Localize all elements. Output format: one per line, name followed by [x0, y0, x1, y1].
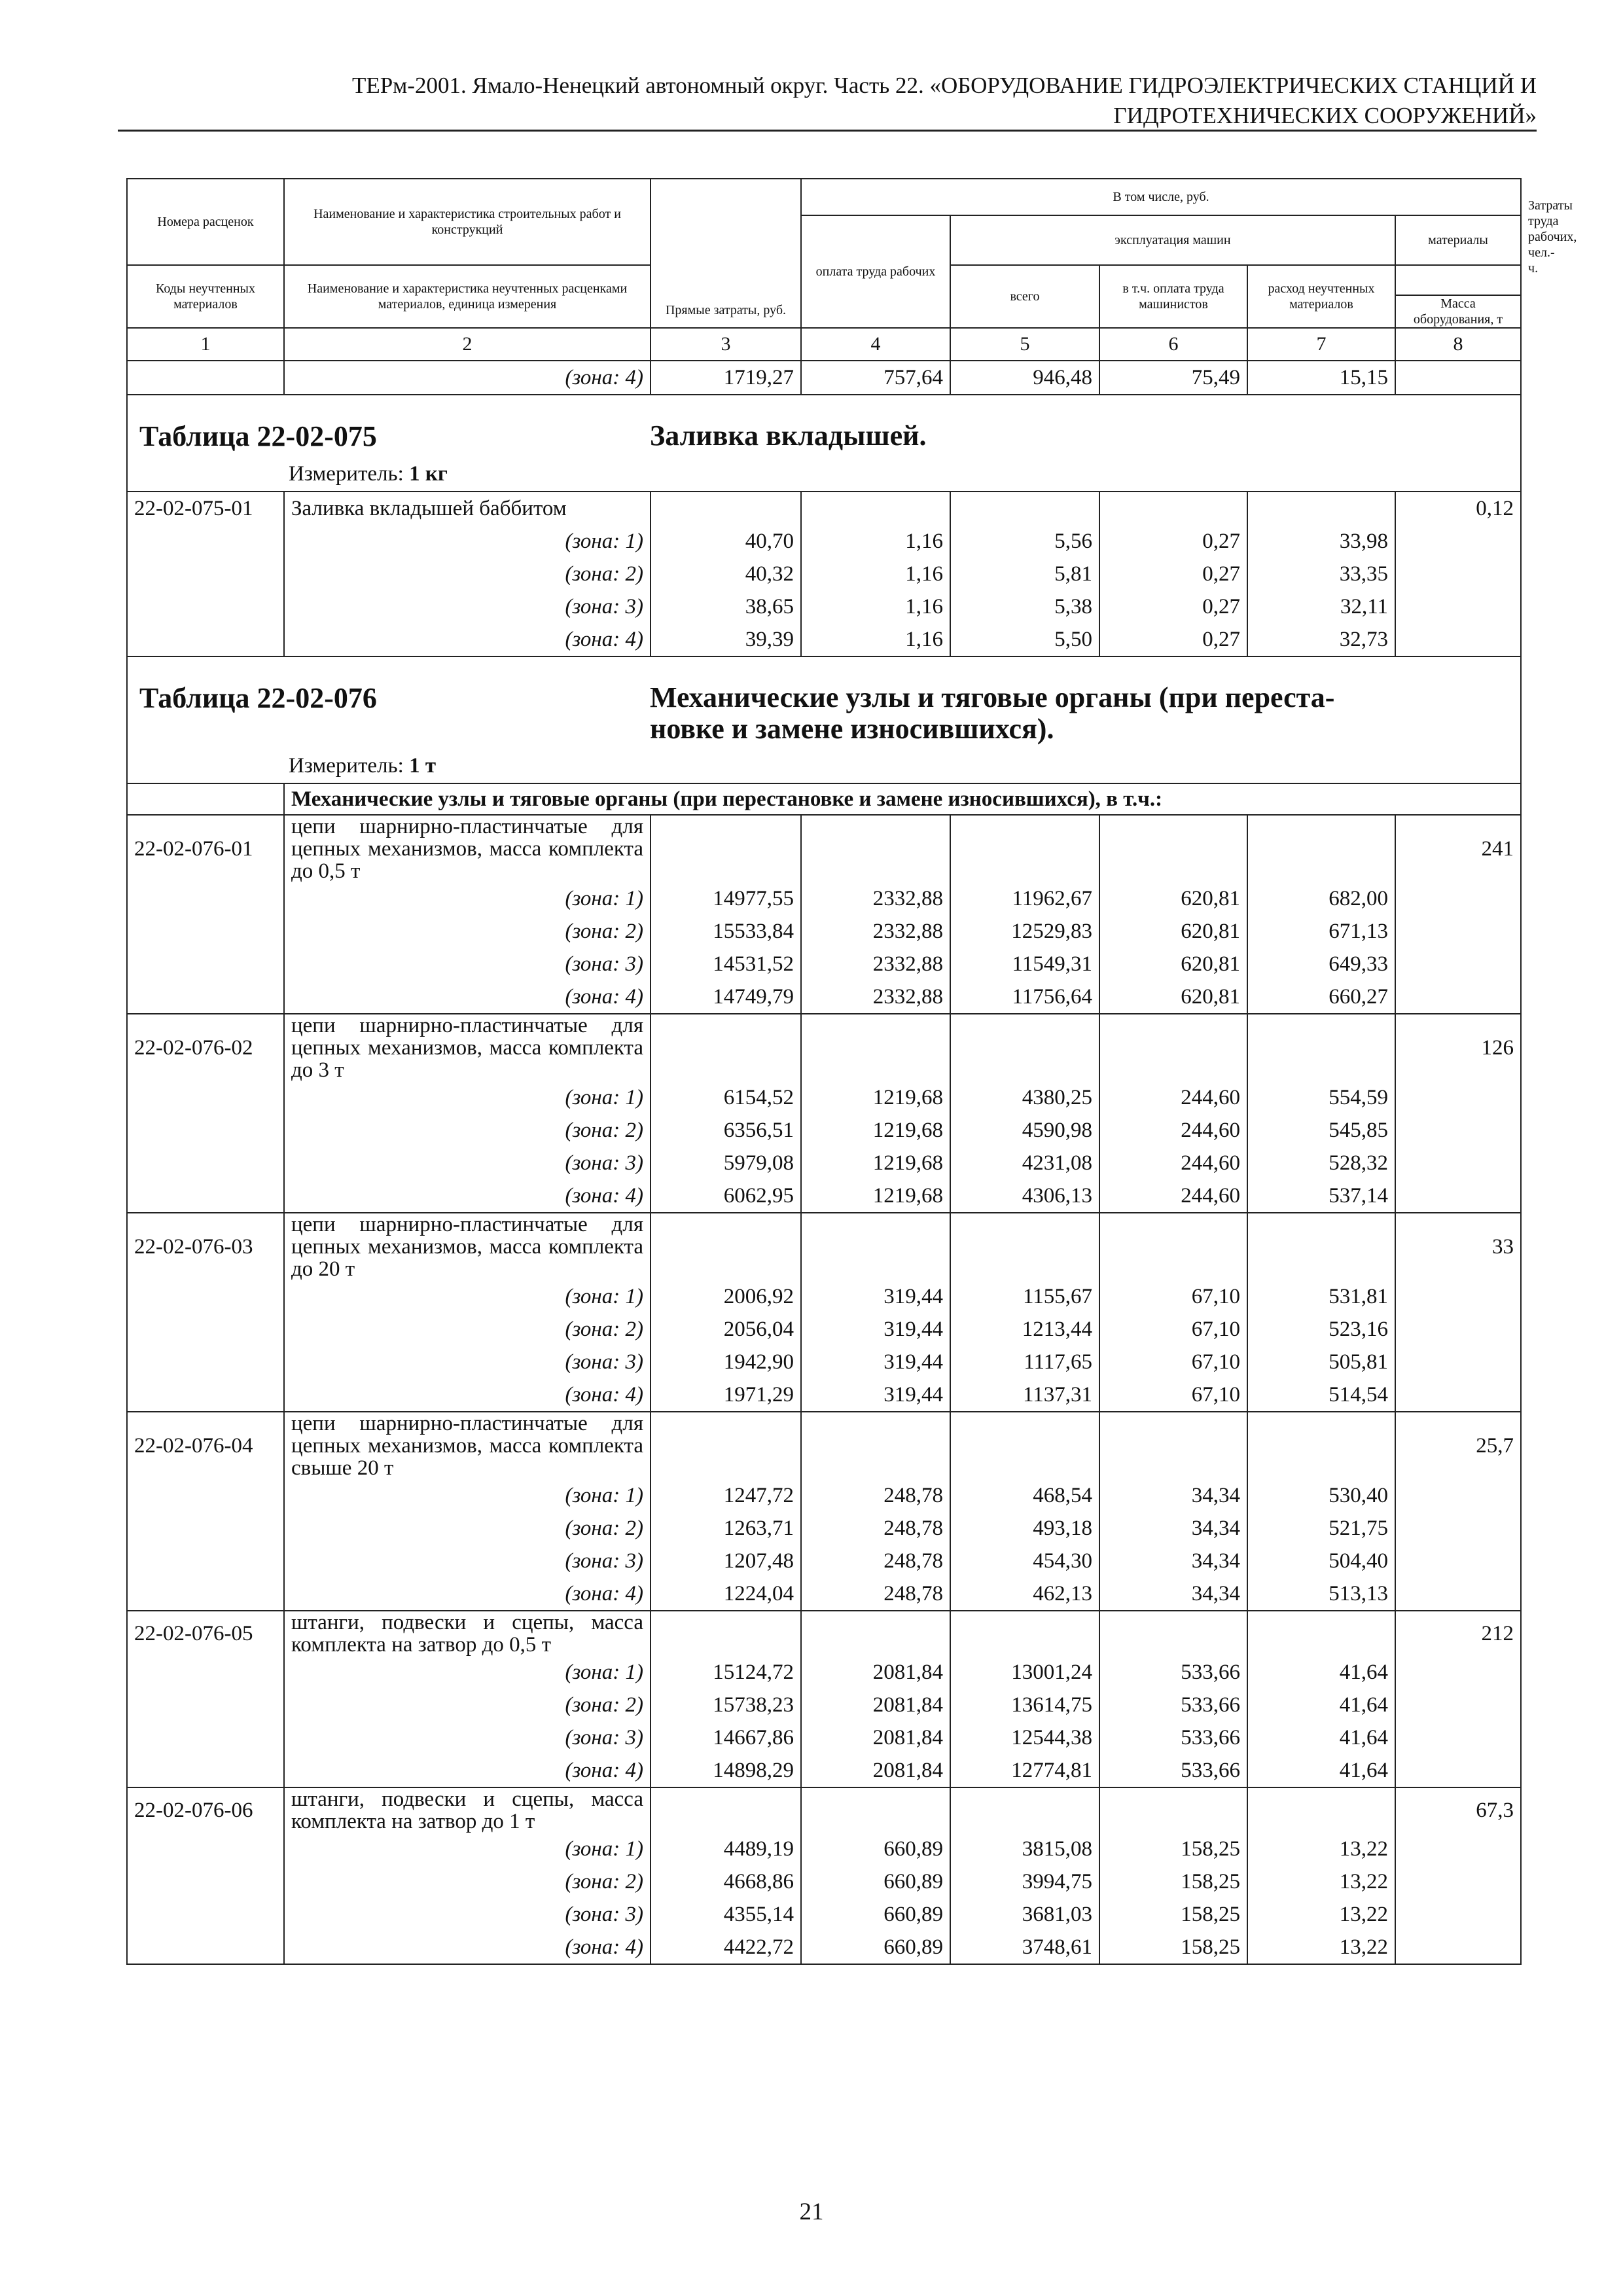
- table-row: [127, 1577, 1521, 1611]
- measure-unit: [128, 453, 1520, 491]
- direct-cost-value: 4489,19: [651, 1833, 801, 1865]
- table-row: [127, 558, 1521, 590]
- table-row: [127, 1147, 1521, 1179]
- materials-value: 513,13: [1247, 1577, 1395, 1611]
- zone-label: (зона: 1): [284, 1280, 651, 1313]
- machines-pay-value: 620,81: [1099, 980, 1247, 1014]
- table-row: [127, 1114, 1521, 1147]
- column-number: 2: [284, 328, 651, 361]
- zone-label: (зона: 4): [284, 1931, 651, 1964]
- machines-total-value: 12774,81: [950, 1754, 1099, 1787]
- materials-value: 682,00: [1247, 882, 1395, 915]
- header-codes-bottom: Коды неучтенных материалов: [127, 265, 284, 328]
- machines-total-value: 5,81: [950, 558, 1099, 590]
- column-number: 6: [1099, 328, 1247, 361]
- header-materials: материалы: [1395, 215, 1521, 265]
- machines-pay-value: 244,60: [1099, 1114, 1247, 1147]
- column-number: 1: [127, 328, 284, 361]
- machines-pay-value: 34,34: [1099, 1577, 1247, 1611]
- labor-pay-value: 660,89: [801, 1865, 950, 1898]
- machines-pay-value: 533,66: [1099, 1754, 1247, 1787]
- table-label: Таблица 22-02-075: [139, 420, 377, 452]
- table-row: [127, 1479, 1521, 1512]
- header-name-bottom: Наименование и характеристика неучтенных расценками материалов, единица измерения: [284, 265, 651, 328]
- machines-total-value: 12544,38: [950, 1721, 1099, 1754]
- materials-value: 41,64: [1247, 1754, 1395, 1787]
- machines-pay-value: 533,66: [1099, 1656, 1247, 1689]
- labor-pay-value: 319,44: [801, 1346, 950, 1378]
- labor-cost-value: 126: [1395, 1014, 1521, 1081]
- direct-cost-value: 2056,04: [651, 1313, 801, 1346]
- machines-total-value: 11962,67: [950, 882, 1099, 915]
- rates-table: [126, 178, 1577, 1965]
- materials-value: 537,14: [1247, 1179, 1395, 1213]
- rate-name: штанги, подвески и сцепы, масса комплекта на затвор до 0,5 т: [284, 1611, 651, 1656]
- rate-name: цепи шарнирно-пластинчатые для цепных механизмов, масса комплекта до 0,5 т: [284, 815, 651, 882]
- rate-name: цепи шарнирно-пластинчатые для цепных механизмов, масса комплекта до 20 т: [284, 1213, 651, 1280]
- table-row: [127, 815, 1521, 882]
- labor-pay-value: 660,89: [801, 1833, 950, 1865]
- machines-total-value: 12529,83: [950, 915, 1099, 948]
- labor-cost-value: 33: [1395, 1213, 1521, 1280]
- direct-cost-value: 40,32: [651, 558, 801, 590]
- table-row: [127, 1898, 1521, 1931]
- measure-unit: [128, 745, 1520, 783]
- machines-pay-value: 158,25: [1099, 1931, 1247, 1964]
- labor-cost-value: 0,12: [1395, 492, 1521, 525]
- header-including: В том числе, руб.: [801, 179, 1521, 215]
- zone-label: (зона: 3): [284, 1346, 651, 1378]
- machines-pay-value: 67,10: [1099, 1346, 1247, 1378]
- machines-pay-value: 34,34: [1099, 1479, 1247, 1512]
- column-number: 8: [1395, 328, 1521, 361]
- table-row: [127, 1689, 1521, 1721]
- machines-pay-value: 0,27: [1099, 558, 1247, 590]
- direct-cost-value: 14749,79: [651, 980, 801, 1014]
- labor-pay-value: 2081,84: [801, 1721, 950, 1754]
- machines-total-value: 5,38: [950, 590, 1099, 623]
- table-row: [127, 1865, 1521, 1898]
- machines-total-value: 4590,98: [950, 1114, 1099, 1147]
- machines-pay-value: 67,10: [1099, 1378, 1247, 1412]
- machines-pay-value: 620,81: [1099, 882, 1247, 915]
- table-075-rows: [127, 492, 1521, 656]
- direct-cost-value: 38,65: [651, 590, 801, 623]
- header-divider: [118, 130, 1537, 132]
- labor-pay-value: 1,16: [801, 525, 950, 558]
- machines-total-value: 1117,65: [950, 1346, 1099, 1378]
- machines-total-value: 1213,44: [950, 1313, 1099, 1346]
- table-row: [127, 1346, 1521, 1378]
- table-076-rows: [127, 815, 1521, 1964]
- direct-cost-value: 1247,72: [651, 1479, 801, 1512]
- table-row: [127, 948, 1521, 980]
- machines-pay-value: 34,34: [1099, 1545, 1247, 1577]
- materials-value: 41,64: [1247, 1656, 1395, 1689]
- table-row: [127, 980, 1521, 1014]
- machines-total-value: 13001,24: [950, 1656, 1099, 1689]
- materials-value: 13,22: [1247, 1865, 1395, 1898]
- rate-code: 22-02-076-06: [127, 1787, 284, 1833]
- table-row: [127, 1787, 1521, 1833]
- labor-pay-value: 1219,68: [801, 1179, 950, 1213]
- labor-cost-value: 67,3: [1395, 1787, 1521, 1833]
- direct-cost-value: 2006,92: [651, 1280, 801, 1313]
- table-row: [127, 1014, 1521, 1081]
- rate-code: 22-02-075-01: [127, 492, 284, 525]
- machines-pay-value: 0,27: [1099, 623, 1247, 656]
- labor-pay-value: 2081,84: [801, 1689, 950, 1721]
- header-labor-pay: оплата труда рабочих: [801, 215, 950, 328]
- labor-pay-value: 319,44: [801, 1313, 950, 1346]
- machines-pay-value: 34,34: [1099, 1512, 1247, 1545]
- zone-label: (зона: 2): [284, 915, 651, 948]
- zone-label: (зона: 3): [284, 590, 651, 623]
- machines-total-value: 493,18: [950, 1512, 1099, 1545]
- header-line-2: ГИДРОТЕХНИЧЕСКИХ СООРУЖЕНИЙ»: [1113, 103, 1537, 128]
- table-row: [127, 1754, 1521, 1787]
- materials-value: 505,81: [1247, 1346, 1395, 1378]
- header-machines-total: всего: [950, 265, 1099, 328]
- direct-cost-value: 14898,29: [651, 1754, 801, 1787]
- materials-value: 554,59: [1247, 1081, 1395, 1114]
- rate-code: 22-02-076-04: [127, 1412, 284, 1479]
- column-number: 3: [651, 328, 801, 361]
- materials-value: 660,27: [1247, 980, 1395, 1014]
- labor-cost-value: 212: [1395, 1611, 1521, 1656]
- table-075-heading: [127, 395, 1521, 492]
- zone-label: (зона: 3): [284, 1898, 651, 1931]
- zone-label: (зона: 4): [284, 1378, 651, 1412]
- zone-label: (зона: 3): [284, 948, 651, 980]
- zone-label: (зона: 4): [284, 361, 651, 395]
- table-row: [127, 1280, 1521, 1313]
- table-row: [127, 1378, 1521, 1412]
- zone-label: (зона: 4): [284, 980, 651, 1014]
- materials-value: 528,32: [1247, 1147, 1395, 1179]
- labor-cost-value: 25,7: [1395, 1412, 1521, 1479]
- page-header: [118, 71, 1537, 131]
- materials-value: 41,64: [1247, 1721, 1395, 1754]
- rate-name: Заливка вкладышей баббитом: [284, 492, 651, 525]
- machines-total-value: 11756,64: [950, 980, 1099, 1014]
- table-row: [127, 1611, 1521, 1656]
- table-row: [127, 1081, 1521, 1114]
- direct-cost-value: 15533,84: [651, 915, 801, 948]
- column-numbers-row: [127, 328, 1521, 361]
- table-label: Таблица 22-02-076: [139, 682, 377, 714]
- zone-label: (зона: 2): [284, 1689, 651, 1721]
- measure-label: Измеритель:: [289, 754, 404, 778]
- materials-value: 514,54: [1247, 1378, 1395, 1412]
- direct-cost-value: 1207,48: [651, 1545, 801, 1577]
- header-equip-mass: Масса оборудования, т: [1395, 295, 1521, 328]
- labor-pay-value: 2332,88: [801, 948, 950, 980]
- machines-total-value: 3815,08: [950, 1833, 1099, 1865]
- machines-total-value: 4306,13: [950, 1179, 1099, 1213]
- table-row: [127, 1656, 1521, 1689]
- machines-total-value: 946,48: [950, 361, 1099, 395]
- column-number: 5: [950, 328, 1099, 361]
- machines-pay-value: 75,49: [1099, 361, 1247, 395]
- zone-label: (зона: 1): [284, 1479, 651, 1512]
- machines-total-value: 1155,67: [950, 1280, 1099, 1313]
- materials-value: 33,35: [1247, 558, 1395, 590]
- materials-value: 41,64: [1247, 1689, 1395, 1721]
- machines-pay-value: 158,25: [1099, 1833, 1247, 1865]
- table-row: [127, 1179, 1521, 1213]
- zone-label: (зона: 4): [284, 1179, 651, 1213]
- zone-label: (зона: 1): [284, 525, 651, 558]
- measure-value: 1 кг: [409, 462, 448, 486]
- machines-total-value: 5,56: [950, 525, 1099, 558]
- materials-value: 545,85: [1247, 1114, 1395, 1147]
- direct-cost-value: 4355,14: [651, 1898, 801, 1931]
- zone-label: (зона: 2): [284, 1313, 651, 1346]
- table-title: [650, 682, 1520, 745]
- machines-total-value: 3681,03: [950, 1898, 1099, 1931]
- labor-pay-value: 2332,88: [801, 882, 950, 915]
- table-row: [127, 623, 1521, 656]
- labor-pay-value: 319,44: [801, 1378, 950, 1412]
- materials-value: 671,13: [1247, 915, 1395, 948]
- header-materials-sub: расход неучтенных материалов: [1247, 265, 1395, 328]
- table-header: Номера расценок Наименование и характеристика строительных работ и конструкций Прямые затраты, руб. В том числе, руб. Затраты труда рабочих, чел.-ч. оплата труда рабочих эксплуатация машин материалы Коды неучтенных материалов Наименование и характеристика неучтенных расценками материалов, единица измерения всего в т.ч. оплата труда машинистов расход неучтенных материалов Масса оборудования, т 1 2 3 4 5 6 7 8: [127, 179, 1521, 361]
- direct-cost-value: 1263,71: [651, 1512, 801, 1545]
- column-number: 7: [1247, 328, 1395, 361]
- machines-pay-value: 244,60: [1099, 1179, 1247, 1213]
- labor-pay-value: 248,78: [801, 1545, 950, 1577]
- materials-value: 32,11: [1247, 590, 1395, 623]
- zone-label: (зона: 2): [284, 1512, 651, 1545]
- table-row: [127, 492, 1521, 525]
- rate-name: штанги, подвески и сцепы, масса комплекта на затвор до 1 т: [284, 1787, 651, 1833]
- rate-code: 22-02-076-03: [127, 1213, 284, 1280]
- rate-code: 22-02-076-05: [127, 1611, 284, 1656]
- machines-pay-value: 158,25: [1099, 1898, 1247, 1931]
- machines-total-value: 454,30: [950, 1545, 1099, 1577]
- machines-total-value: 3748,61: [950, 1931, 1099, 1964]
- materials-value: 33,98: [1247, 525, 1395, 558]
- table-title-line: новке и замене износившихся).: [650, 713, 1054, 745]
- header-machines-pay: в т.ч. оплата труда машинистов: [1099, 265, 1247, 328]
- labor-pay-value: 1,16: [801, 623, 950, 656]
- carry-over-rows: [127, 361, 1521, 395]
- table-row: [127, 915, 1521, 948]
- measure-value: 1 т: [409, 754, 437, 778]
- machines-pay-value: 533,66: [1099, 1721, 1247, 1754]
- materials-value: 649,33: [1247, 948, 1395, 980]
- zone-label: (зона: 3): [284, 1721, 651, 1754]
- machines-pay-value: 533,66: [1099, 1689, 1247, 1721]
- labor-pay-value: 1219,68: [801, 1114, 950, 1147]
- machines-total-value: 11549,31: [950, 948, 1099, 980]
- machines-total-value: 4380,25: [950, 1081, 1099, 1114]
- labor-pay-value: 1219,68: [801, 1147, 950, 1179]
- direct-cost-value: 1224,04: [651, 1577, 801, 1611]
- rate-code: 22-02-076-02: [127, 1014, 284, 1081]
- direct-cost-value: 5979,08: [651, 1147, 801, 1179]
- zone-label: (зона: 1): [284, 1833, 651, 1865]
- zone-label: (зона: 4): [284, 1754, 651, 1787]
- labor-pay-value: 248,78: [801, 1577, 950, 1611]
- table-row: [127, 882, 1521, 915]
- zone-label: (зона: 3): [284, 1545, 651, 1577]
- machines-pay-value: 0,27: [1099, 590, 1247, 623]
- materials-value: 32,73: [1247, 623, 1395, 656]
- direct-cost-value: 14977,55: [651, 882, 801, 915]
- labor-pay-value: 2081,84: [801, 1754, 950, 1787]
- zone-label: (зона: 2): [284, 1114, 651, 1147]
- header-direct-costs: Прямые затраты, руб.: [651, 179, 801, 328]
- direct-cost-value: 15738,23: [651, 1689, 801, 1721]
- direct-cost-value: 1971,29: [651, 1378, 801, 1412]
- machines-total-value: 5,50: [950, 623, 1099, 656]
- zone-label: (зона: 1): [284, 882, 651, 915]
- materials-value: 13,22: [1247, 1931, 1395, 1964]
- machines-pay-value: 67,10: [1099, 1280, 1247, 1313]
- labor-cost-value: 241: [1395, 815, 1521, 882]
- labor-pay-value: 2332,88: [801, 980, 950, 1014]
- materials-value: 13,22: [1247, 1833, 1395, 1865]
- table-row: [127, 1512, 1521, 1545]
- materials-value: 531,81: [1247, 1280, 1395, 1313]
- table-row: [127, 1545, 1521, 1577]
- rate-name: цепи шарнирно-пластинчатые для цепных механизмов, масса комплекта свыше 20 т: [284, 1412, 651, 1479]
- table-row: [127, 1833, 1521, 1865]
- table-row: [127, 1213, 1521, 1280]
- header-machines: эксплуатация машин: [950, 215, 1395, 265]
- labor-pay-value: 757,64: [801, 361, 950, 395]
- table-row: [127, 1931, 1521, 1964]
- page-number: 21: [799, 2198, 824, 2225]
- labor-pay-value: 319,44: [801, 1280, 950, 1313]
- labor-pay-value: 248,78: [801, 1479, 950, 1512]
- direct-cost-value: 6062,95: [651, 1179, 801, 1213]
- machines-total-value: 462,13: [950, 1577, 1099, 1611]
- labor-pay-value: 1,16: [801, 558, 950, 590]
- materials-value: 530,40: [1247, 1479, 1395, 1512]
- table-row: [127, 590, 1521, 623]
- labor-pay-value: 660,89: [801, 1931, 950, 1964]
- direct-cost-value: 6154,52: [651, 1081, 801, 1114]
- table-row: [127, 1721, 1521, 1754]
- machines-pay-value: 67,10: [1099, 1313, 1247, 1346]
- direct-cost-value: 1942,90: [651, 1346, 801, 1378]
- machines-pay-value: 620,81: [1099, 948, 1247, 980]
- labor-pay-value: 1,16: [801, 590, 950, 623]
- direct-cost-value: 14667,86: [651, 1721, 801, 1754]
- measure-label: Измеритель:: [289, 462, 404, 486]
- table-title-line: Механические узлы и тяговые органы (при переста-: [650, 681, 1335, 713]
- direct-cost-value: 14531,52: [651, 948, 801, 980]
- table-row: [127, 525, 1521, 558]
- group-title: Механические узлы и тяговые органы (при перестановке и замене износившихся), в т.ч.:: [284, 783, 1521, 815]
- machines-total-value: 4231,08: [950, 1147, 1099, 1179]
- zone-label: (зона: 1): [284, 1656, 651, 1689]
- materials-value: 15,15: [1247, 361, 1395, 395]
- machines-pay-value: 244,60: [1099, 1147, 1247, 1179]
- direct-cost-value: 4668,86: [651, 1865, 801, 1898]
- table-076-heading: [127, 656, 1521, 815]
- group-title-row: [127, 783, 1521, 815]
- machines-total-value: 3994,75: [950, 1865, 1099, 1898]
- machines-pay-value: 158,25: [1099, 1865, 1247, 1898]
- zone-label: (зона: 2): [284, 1865, 651, 1898]
- direct-cost-value: 1719,27: [651, 361, 801, 395]
- materials-value: 504,40: [1247, 1545, 1395, 1577]
- table-row: [127, 1412, 1521, 1479]
- machines-total-value: 1137,31: [950, 1378, 1099, 1412]
- labor-pay-value: 1219,68: [801, 1081, 950, 1114]
- zone-label: (зона: 1): [284, 1081, 651, 1114]
- direct-cost-value: 39,39: [651, 623, 801, 656]
- labor-pay-value: 2332,88: [801, 915, 950, 948]
- machines-pay-value: 244,60: [1099, 1081, 1247, 1114]
- machines-pay-value: 0,27: [1099, 525, 1247, 558]
- rate-code: 22-02-076-01: [127, 815, 284, 882]
- table-row: [127, 1313, 1521, 1346]
- direct-cost-value: 6356,51: [651, 1114, 801, 1147]
- labor-pay-value: 248,78: [801, 1512, 950, 1545]
- header-codes-top: Номера расценок: [127, 179, 284, 265]
- column-number: 4: [801, 328, 950, 361]
- machines-pay-value: 620,81: [1099, 915, 1247, 948]
- header-line-1: ТЕРм-2001. Ямало-Ненецкий автономный округ. Часть 22. «ОБОРУДОВАНИЕ ГИДРОЭЛЕКТРИЧЕСКИХ СТАНЦИЙ И: [351, 73, 1537, 98]
- labor-pay-value: 2081,84: [801, 1656, 950, 1689]
- materials-value: 13,22: [1247, 1898, 1395, 1931]
- direct-cost-value: 4422,72: [651, 1931, 801, 1964]
- rate-name: цепи шарнирно-пластинчатые для цепных механизмов, масса комплекта до 3 т: [284, 1014, 651, 1081]
- header-name-top: Наименование и характеристика строительных работ и конструкций: [284, 179, 651, 265]
- materials-value: 521,75: [1247, 1512, 1395, 1545]
- machines-total-value: 468,54: [950, 1479, 1099, 1512]
- direct-cost-value: 40,70: [651, 525, 801, 558]
- zone-label: (зона: 4): [284, 1577, 651, 1611]
- table-row: [127, 361, 1521, 395]
- zone-label: (зона: 4): [284, 623, 651, 656]
- zone-label: (зона: 2): [284, 558, 651, 590]
- machines-total-value: 13614,75: [950, 1689, 1099, 1721]
- zone-label: (зона: 3): [284, 1147, 651, 1179]
- direct-cost-value: 15124,72: [651, 1656, 801, 1689]
- labor-pay-value: 660,89: [801, 1898, 950, 1931]
- materials-value: 523,16: [1247, 1313, 1395, 1346]
- table-title: Заливка вкладышей.: [650, 420, 927, 452]
